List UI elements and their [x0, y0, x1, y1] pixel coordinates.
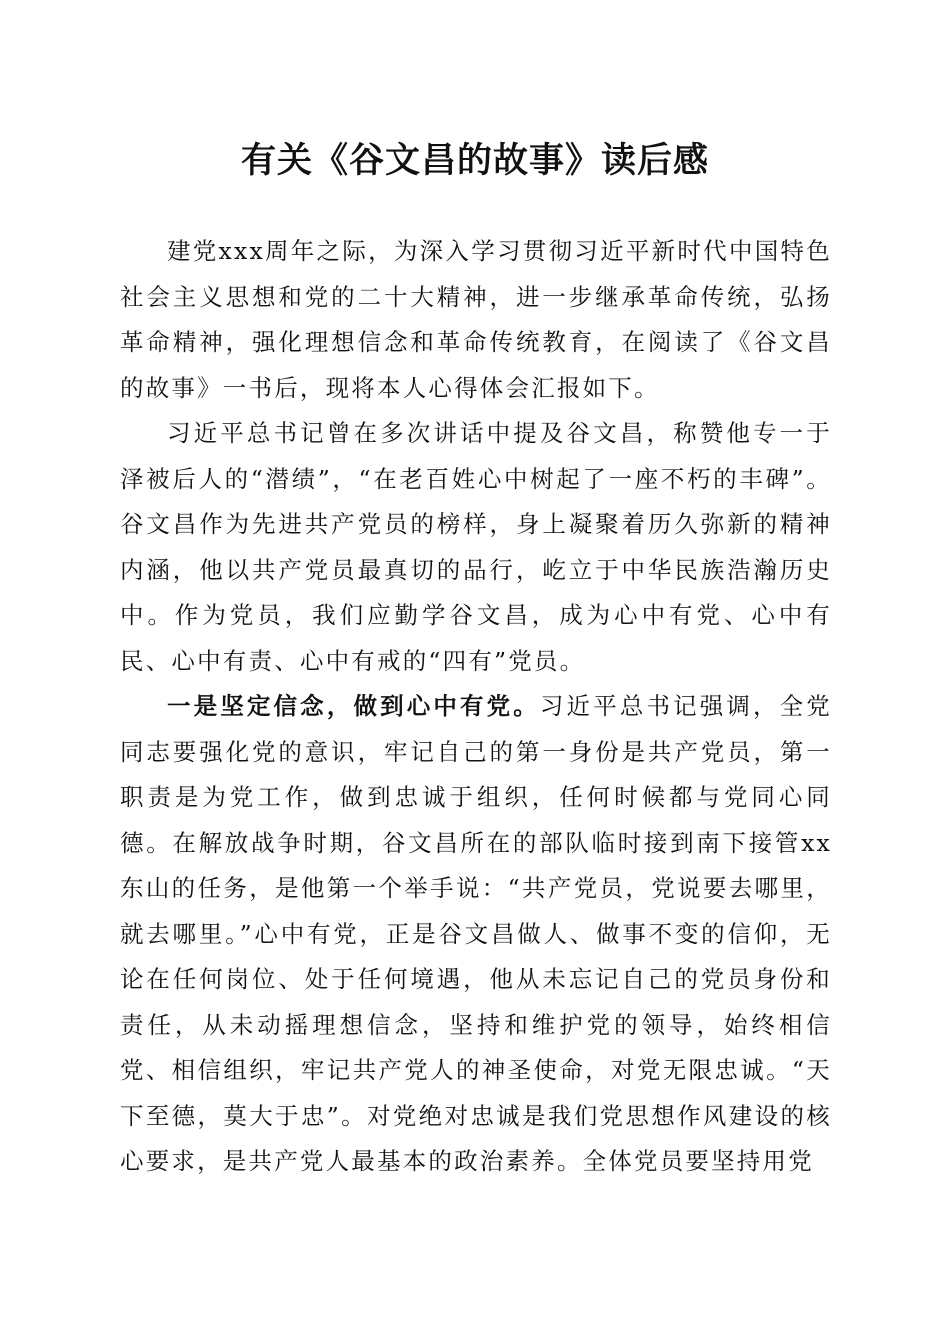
paragraph-text: 建党xxx周年之际，为深入学习贯彻习近平新时代中国特色社会主义思想和党的二十大精神，进一步继承革命传统，弘扬革命精神，强化理想信念和革命传统教育，在阅读了《谷文昌的故事》一书后，现将本人心得体会汇报如下。 [120, 237, 832, 402]
paragraph-text: 习近平总书记强调，全党同志要强化党的意识，牢记自己的第一身份是共产党员，第一职责是为党工作，做到忠诚于组织，任何时候都与党同心同德。在解放战争时期，谷文昌所在的部队临时接到南下接管xx东山的任务，是他第一个举手说：“共产党员，党说要去哪里，就去哪里。”心中有党，正是谷文昌做人、做事不变的信仰，无论在任何岗位、处于任何境遇，他从未忘记自己的党员身份和责任，从未动摇理想信念，坚持和维护党的领导，始终相信党、相信组织，牢记共产党人的神圣使命，对党无限忠诚。“天下至德，莫大于忠”。对党绝对忠诚是我们党思想作风建设的核心要求，是共产党人最基本的政治素养。全体党员要坚持用党 [120, 692, 832, 1175]
document-title: 有关《谷文昌的故事》读后感 [240, 140, 709, 181]
paragraph-lead-heading: 一是坚定信念，做到心中有党。 [167, 692, 540, 720]
paragraph-intro [120, 229, 832, 411]
paragraph-praise [120, 411, 832, 684]
document-body [120, 229, 832, 1185]
paragraph-text: 习近平总书记曾在多次讲话中提及谷文昌，称赞他专一于泽被后人的“潜绩”，“在老百姓心中树起了一座不朽的丰碑”。谷文昌作为先进共产党员的榜样，身上凝聚着历久弥新的精神内涵，他以共产党员最真切的品行，屹立于中华民族浩瀚历史中。作为党员，我们应勤学谷文昌，成为心中有党、心中有民、心中有责、心中有戒的“四有”党员。 [120, 419, 832, 675]
paragraph-point-one [120, 684, 832, 1185]
